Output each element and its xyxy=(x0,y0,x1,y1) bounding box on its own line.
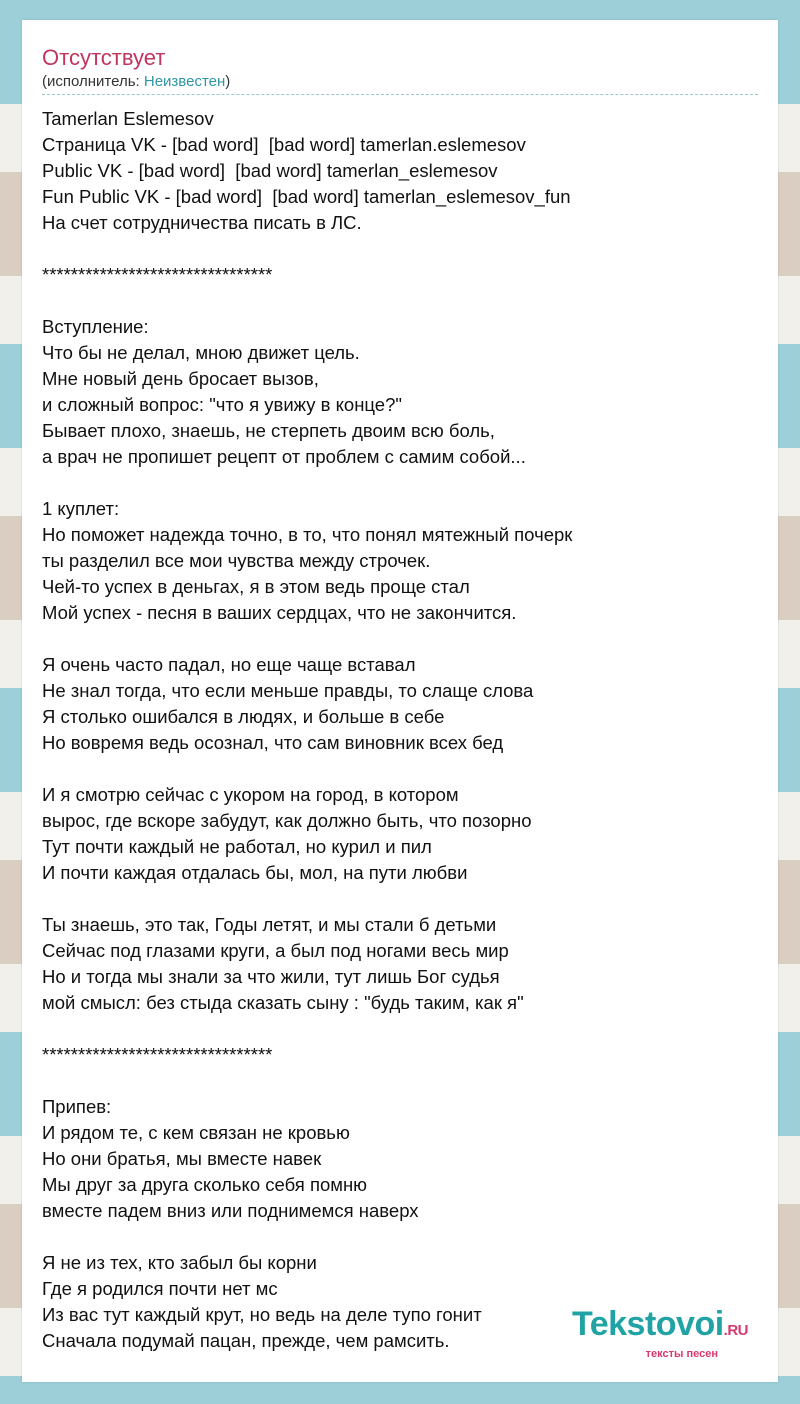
lyric-line xyxy=(42,756,758,782)
lyric-line: Fun Public VK - [bad word] [bad word] tamerlan_eslemesov_fun xyxy=(42,186,571,207)
lyric-line: Public VK - [bad word] [bad word] tamerlan_eslemesov xyxy=(42,160,498,181)
lyric-line: Сначала подумай пацан, прежде, чем рамсить. xyxy=(42,1330,450,1351)
lyric-line: мой смысл: без стыда сказать сыну : "будь таким, как я" xyxy=(42,992,524,1013)
lyric-line xyxy=(42,1068,758,1094)
lyric-line: Бывает плохо, знаешь, не стерпеть двоим всю боль, xyxy=(42,420,495,441)
lyric-line xyxy=(42,626,758,652)
logo-tld: .RU xyxy=(723,1322,748,1339)
lyric-line: Что бы не делал, мною движет цель. xyxy=(42,342,360,363)
lyric-line: вырос, где вскоре забудут, как должно быть, что позорно xyxy=(42,810,532,831)
lyric-line: Но и тогда мы знали за что жили, тут лишь Бог судья xyxy=(42,966,500,987)
lyric-line: Мой успех - песня в ваших сердцах, что не закончится. xyxy=(42,602,517,623)
lyric-line xyxy=(42,886,758,912)
lyric-line: ******************************** xyxy=(42,1044,273,1065)
lyric-line: и сложный вопрос: "что я увижу в конце?" xyxy=(42,394,402,415)
logo-wordmark xyxy=(572,1307,748,1348)
lyric-line xyxy=(42,236,758,262)
lyric-line: Сейчас под глазами круги, а был под ногами весь мир xyxy=(42,940,509,961)
lyric-line: Не знал тогда, что если меньше правды, то слаще слова xyxy=(42,680,534,701)
lyric-line: Чей-то успех в деньгах, я в этом ведь проще стал xyxy=(42,576,470,597)
lyric-line: Припев: xyxy=(42,1096,112,1117)
lyric-line: ты разделил все мои чувства между строчек. xyxy=(42,550,431,571)
lyric-line: Tamerlan Eslemesov xyxy=(42,108,214,129)
lyric-line: Я очень часто падал, но еще чаще вставал xyxy=(42,654,416,675)
song-title: Отсутствует xyxy=(42,45,166,70)
lyric-line: Я столько ошибался в людях, и больше в себе xyxy=(42,706,445,727)
lyric-line: вместе падем вниз или поднимемся наверх xyxy=(42,1200,419,1221)
lyric-line: ******************************** xyxy=(42,264,273,285)
lyric-line: Но вовремя ведь осознал, что сам виновник всех бед xyxy=(42,732,504,753)
lyrics-text xyxy=(42,106,758,1354)
artist-suffix: ) xyxy=(225,73,231,90)
lyric-line xyxy=(42,1016,758,1042)
lyric-line: Ты знаешь, это так, Годы летят, и мы стали б детьми xyxy=(42,914,497,935)
lyric-line: Мы друг за друга сколько себя помню xyxy=(42,1174,368,1195)
lyric-line: Страница VK - [bad word] [bad word] tamerlan.eslemesov xyxy=(42,134,526,155)
artist-prefix: (исполнитель: xyxy=(42,73,144,90)
lyric-line: Но они братья, мы вместе навек xyxy=(42,1148,322,1169)
lyric-line: а врач не пропишет рецепт от проблем с самим собой... xyxy=(42,446,526,467)
lyrics-card xyxy=(22,20,778,1382)
lyric-line: И рядом те, с кем связан не кровью xyxy=(42,1122,350,1143)
lyric-line: Мне новый день бросает вызов, xyxy=(42,368,319,389)
lyric-line: Я не из тех, кто забыл бы корни xyxy=(42,1252,317,1273)
lyric-line xyxy=(42,288,758,314)
lyric-line: Где я родился почти нет мс xyxy=(42,1278,278,1299)
lyric-line: Из вас тут каждый крут, но ведь на деле тупо гонит xyxy=(42,1304,482,1325)
lyric-line: На счет сотрудничества писать в ЛС. xyxy=(42,212,362,233)
logo-name: Tekstovoi xyxy=(571,1305,724,1343)
song-header xyxy=(42,44,758,95)
lyric-line xyxy=(42,470,758,496)
lyric-line: И почти каждая отдалась бы, мол, на пути любви xyxy=(42,862,468,883)
lyric-line: Тут почти каждый не работал, но курил и пил xyxy=(42,836,432,857)
lyric-line: 1 куплет: xyxy=(42,498,120,519)
artist-link[interactable]: Неизвестен xyxy=(143,73,226,90)
lyric-line: Вступление: xyxy=(42,316,149,337)
artist-line xyxy=(42,72,758,92)
site-logo[interactable] xyxy=(572,1307,748,1360)
lyric-line: И я смотрю сейчас с укором на город, в котором xyxy=(42,784,459,805)
lyric-line: Но поможет надежда точно, в то, что понял мятежный почерк xyxy=(42,524,573,545)
lyric-line xyxy=(42,1224,758,1250)
logo-tagline: тексты песен xyxy=(645,1348,718,1360)
